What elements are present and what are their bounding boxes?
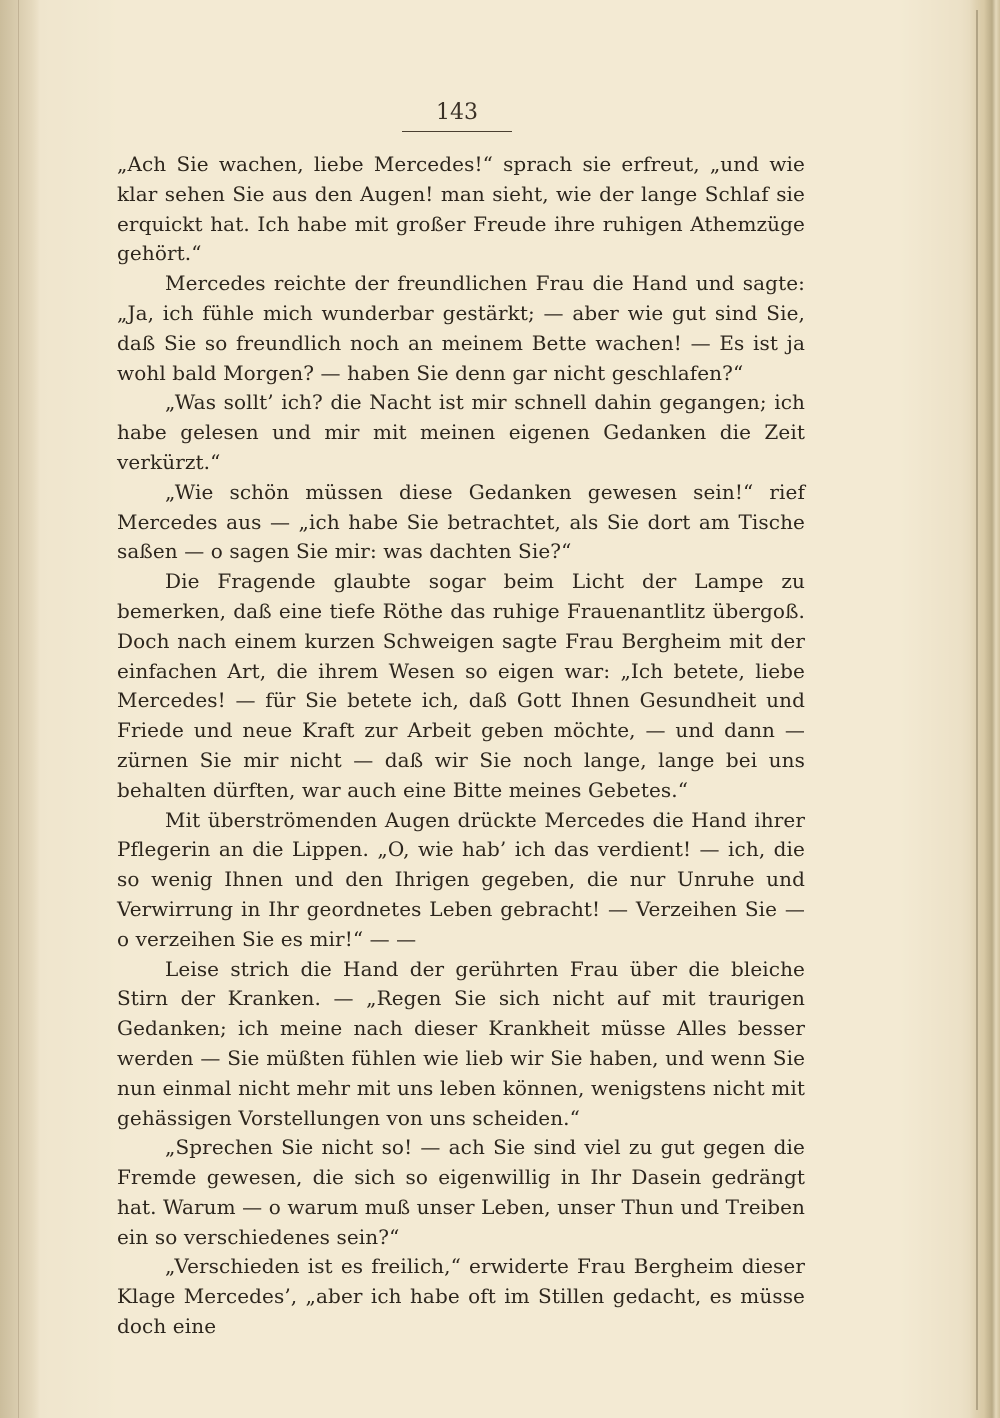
body-text (117, 150, 805, 1342)
page-number-rule (402, 131, 512, 132)
gutter-fold-line (18, 0, 19, 1418)
paragraph: „Ach Sie wachen, liebe Mercedes!“ sprach sie erfreut, „und wie klar sehen Sie aus den Augen! man sieht, wie der lange Schlaf sie erquickt hat. Ich habe mit großer Freude ihre ruhigen Athemzüge gehört.“ (117, 152, 805, 266)
paragraph: Mercedes reichte der freundlichen Frau die Hand und sagte: „Ja, ich fühle mich wunderbar gestärkt; — aber wie gut sind Sie, daß Sie so freundlich noch an meinem Bette wachen! — Es ist ja wohl bald Morgen? — haben Sie denn gar nicht geschlafen?“ (117, 271, 805, 385)
page-edge (970, 0, 1000, 1418)
page-number: 143 (436, 100, 478, 125)
page-edge-line (976, 10, 978, 1410)
paragraph: Mit überströmenden Augen drückte Mercedes die Hand ihrer Pflegerin an die Lippen. „O, wie hab’ ich das verdient! — ich, die so wenig Ihnen und den Ihrigen gegeben, die nur Unruhe und Verwirrung in Ihr geordnetes Leben gebracht! — Verzeihen Sie — o verzeihen Sie es mir!“ — — (117, 807, 805, 951)
paragraph: Die Fragende glaubte sogar beim Licht der Lampe zu bemerken, daß eine tiefe Röthe das ruhige Frauenantlitz übergoß. Doch nach einem kurzen Schweigen sagte Frau Bergheim mit der einfachen Art, die ihrem Wesen so eigen war: „Ich betete, liebe Mercedes! — für Sie betete ich, daß Gott Ihnen Gesundheit und Friede und neue Kraft zur Arbeit geben möchte, — und dann — zürnen Sie mir nicht — daß wir Sie noch lange, lange bei uns behalten dürften, war auch eine Bitte meines Gebetes.“ (117, 569, 805, 802)
paragraph: „Was sollt’ ich? die Nacht ist mir schnell dahin gegangen; ich habe gelesen und mir mit meinen eigenen Gedanken die Zeit verkürzt.“ (117, 390, 805, 474)
paragraph: „Verschieden ist es freilich,“ erwiderte Frau Bergheim dieser Klage Mercedes’, „aber ich habe oft im Stillen gedacht, es müsse doch eine (117, 1254, 805, 1339)
paragraph: Leise strich die Hand der gerührten Frau über die bleiche Stirn der Kranken. — „Regen Sie sich nicht auf mit traurigen Gedanken; ich meine nach dieser Krankheit müsse Alles besser werden — Sie müßten fühlen wie lieb wir Sie haben, und wenn Sie nun einmal nicht mehr mit uns leben können, wenigstens nicht mit gehässigen Vorstellungen von uns scheiden.“ (117, 956, 805, 1130)
paragraph: „Wie schön müssen diese Gedanken gewesen sein!“ rief Mercedes aus — „ich habe Sie betrachtet, als Sie dort am Tische saßen — o sagen Sie mir: was dachten Sie?“ (117, 479, 805, 564)
paragraph: „Sprechen Sie nicht so! — ach Sie sind viel zu gut gegen die Fremde gewesen, die sich so eigenwillig in Ihr Dasein gedrängt hat. Warum — o warum muß unser Leben, unser Thun und Treiben ein so verschiedenes sein?“ (117, 1135, 806, 1249)
page-gutter (0, 0, 40, 1418)
